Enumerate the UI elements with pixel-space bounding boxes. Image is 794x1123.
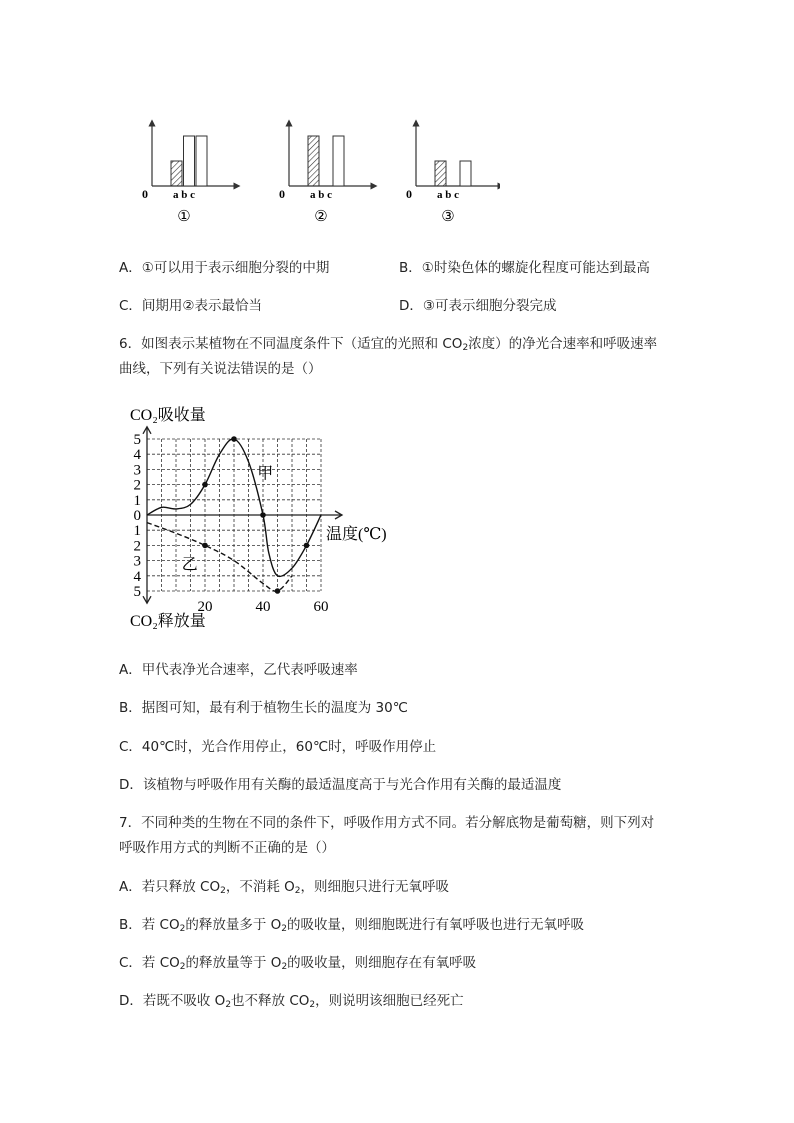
y-tick-label: 1	[133, 523, 141, 540]
q7-a-sub: 2	[220, 886, 226, 896]
category-labels: a b c	[437, 189, 459, 201]
y-tick-label: 4	[133, 447, 141, 464]
data-point	[202, 482, 208, 488]
y-tick-label: 3	[133, 462, 141, 479]
x-tick-label: 40	[255, 599, 271, 615]
q7-stem-line-2: 呼吸作用方式的判断不正确的是（）	[119, 840, 335, 856]
q5-bar-figures	[140, 115, 500, 230]
x-axis-title: 温度(℃)	[326, 526, 387, 543]
y-tick-label: 5	[133, 584, 141, 600]
bar-c	[333, 136, 344, 186]
q5-option-b[interactable]: B．①时染色体的螺旋化程度可能达到最高	[399, 260, 650, 276]
q6-stem-1: 6．如图表示某植物在不同温度条件下（适宜的光照和 CO	[119, 336, 463, 352]
q6-stem-line-1	[119, 334, 657, 358]
q7-b-sub: 2	[281, 924, 287, 934]
data-point	[231, 436, 237, 442]
y-axis-title-bottom: CO₂释放量	[130, 613, 206, 630]
figure-label: ②	[314, 209, 328, 225]
y-tick-label: 5	[133, 432, 141, 448]
y-tick-label: 0	[133, 508, 141, 524]
bar-c	[196, 136, 207, 186]
bar-c	[460, 161, 471, 186]
origin-label: 0	[279, 187, 285, 201]
q6-line-chart	[120, 400, 410, 635]
q7-stem-line-1: 7．不同种类的生物在不同的条件下，呼吸作用方式不同。若分解底物是葡萄糖，则下列对	[119, 815, 655, 831]
y-tick-label: 2	[133, 477, 141, 494]
bar-b	[184, 136, 195, 186]
q6-stem-line-2: 曲线，下列有关说法错误的是（）	[119, 361, 322, 377]
q7-option-c[interactable]	[119, 953, 476, 977]
q7-c-part: 的释放量等于 O	[185, 955, 282, 971]
q7-c-part: 的吸收量，则细胞存在有氧呼吸	[287, 955, 477, 971]
data-point	[275, 588, 281, 594]
q7-d-part: 也不释放 CO	[231, 993, 310, 1009]
q7-option-b[interactable]	[119, 915, 584, 939]
data-point	[202, 543, 208, 549]
q6-option-d[interactable]: D．该植物与呼吸作用有关酶的最适温度高于与光合作用有关酶的最适温度	[119, 777, 562, 793]
q7-a-part: ，则细胞只进行无氧呼吸	[300, 879, 449, 895]
series-label-yi: 乙	[181, 556, 198, 574]
q7-c-sub: 2	[281, 962, 288, 972]
series-label-jia: 甲	[257, 465, 274, 483]
bar-a	[171, 161, 182, 186]
y-axis-title-top: CO₂吸收量	[130, 407, 206, 424]
q7-a-sub: 2	[294, 886, 301, 896]
q6-option-b[interactable]: B．据图可知，最有利于植物生长的温度为 30℃	[119, 700, 408, 716]
y-tick-label: 1	[133, 492, 141, 509]
q6-stem-sub: 2	[462, 343, 469, 353]
q5-option-c[interactable]: C．间期用②表示最恰当	[119, 298, 263, 314]
q7-a-part: A．若只释放 CO	[119, 879, 221, 895]
y-tick-label: 4	[133, 568, 141, 585]
y-tick-label: 2	[133, 538, 141, 555]
figure-label: ③	[441, 209, 455, 225]
q7-c-sub: 2	[179, 962, 186, 972]
q6-option-a[interactable]: A．甲代表净光合速率，乙代表呼吸速率	[119, 662, 358, 678]
bar-a	[308, 136, 319, 186]
q7-d-part: ，则说明该细胞已经死亡	[315, 993, 464, 1009]
q6-option-c[interactable]: C．40℃时，光合作用停止，60℃时，呼吸作用停止	[119, 739, 437, 755]
data-point	[260, 512, 266, 518]
q7-c-part: C．若 CO	[119, 955, 180, 971]
q6-stem-1b: 浓度）的净光合速率和呼吸速率	[468, 336, 658, 352]
q7-b-sub: 2	[179, 924, 186, 934]
x-tick-label: 20	[197, 599, 213, 615]
q7-b-part: 的释放量多于 O	[185, 917, 282, 933]
q7-d-sub: 2	[309, 1000, 316, 1010]
q7-b-part: B．若 CO	[119, 917, 180, 933]
bar-a	[435, 161, 446, 186]
q7-d-sub: 2	[225, 1000, 232, 1010]
origin-label: 0	[142, 187, 148, 201]
q7-a-part: ，不消耗 O	[225, 879, 295, 895]
category-labels: a b c	[310, 189, 332, 201]
q7-option-d[interactable]	[119, 991, 464, 1015]
data-point	[304, 543, 310, 549]
q5-option-a[interactable]: A．①可以用于表示细胞分裂的中期	[119, 260, 330, 276]
q7-option-a[interactable]	[119, 877, 449, 901]
category-labels: a b c	[173, 189, 195, 201]
y-tick-label: 3	[133, 553, 141, 570]
x-tick-label: 60	[313, 599, 329, 615]
q7-b-part: 的吸收量，则细胞既进行有氧呼吸也进行无氧呼吸	[287, 917, 584, 933]
origin-label: 0	[406, 187, 412, 201]
figure-label: ①	[177, 209, 191, 225]
q5-option-d[interactable]: D．③可表示细胞分裂完成	[399, 298, 557, 314]
q7-d-part: D．若既不吸收 O	[119, 993, 226, 1009]
